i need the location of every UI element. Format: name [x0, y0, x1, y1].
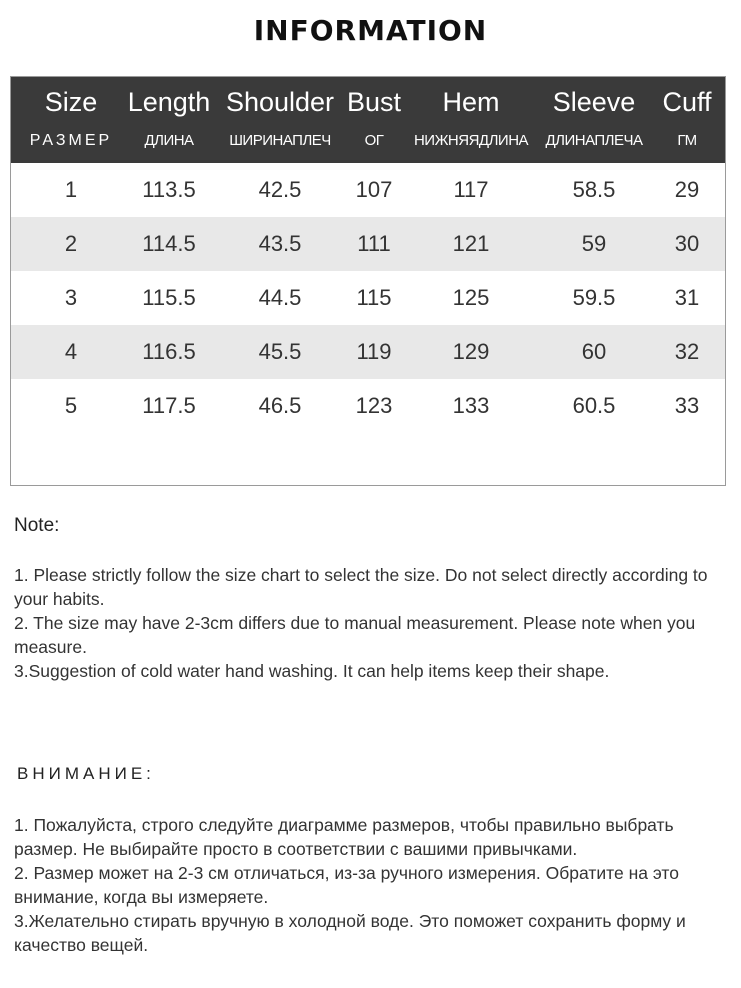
- cell-bust: 111: [357, 231, 391, 256]
- cell-size: 4: [64, 339, 78, 364]
- table-row: [11, 379, 725, 433]
- header-ru: НИЖНЯЯДЛИНА: [413, 132, 529, 149]
- header-cuff: [651, 77, 723, 163]
- size-chart-table: [10, 76, 726, 486]
- cell-cuff: 33: [674, 393, 700, 418]
- cell-cuff: 29: [674, 177, 700, 202]
- page-title: INFORMATION: [253, 14, 488, 47]
- cell-size: 3: [64, 285, 78, 310]
- header-sleeve: [539, 77, 649, 163]
- header-en: Size: [44, 87, 98, 117]
- header-en: Cuff: [662, 87, 712, 117]
- cell-shoulder: 43.5: [258, 231, 302, 256]
- cell-hem: 121: [452, 231, 490, 256]
- note-heading: Note:: [14, 515, 60, 536]
- ru-note-item: 1. Пожалуйста, строго следуйте диаграмме размеров, чтобы правильно выбрать размер. Не выбирайте просто в соответствии с вашими привычками.: [14, 815, 674, 859]
- cell-hem: 117: [453, 177, 489, 202]
- header-shoulder: [221, 77, 339, 163]
- header-en: Length: [127, 87, 211, 117]
- header-ru: ДЛИНА: [144, 132, 194, 149]
- table-row: [11, 217, 725, 271]
- ru-note-list: [14, 813, 729, 957]
- header-en: Shoulder: [225, 87, 335, 117]
- note-item: 3.Suggestion of cold water hand washing. It can help items keep their shape.: [14, 661, 610, 681]
- header-en: Hem: [442, 87, 500, 117]
- cell-hem: 125: [452, 285, 490, 310]
- cell-shoulder: 46.5: [258, 393, 302, 418]
- header-ru: РАЗМЕР: [29, 132, 113, 149]
- header-length: [119, 77, 219, 163]
- header-ru: ШИРИНАПЛЕЧ: [229, 132, 331, 149]
- cell-length: 115.5: [142, 285, 196, 310]
- cell-shoulder: 44.5: [258, 285, 302, 310]
- header-en: Sleeve: [552, 87, 636, 117]
- cell-shoulder: 45.5: [258, 339, 302, 364]
- cell-bust: 115: [356, 285, 392, 310]
- cell-sleeve: 58.5: [572, 177, 616, 202]
- table-row: [11, 271, 725, 325]
- note-item: 2. The size may have 2-3cm differs due to manual measurement. Please note when you measure.: [14, 613, 696, 657]
- cell-length: 113.5: [142, 177, 196, 202]
- cell-length: 117.5: [142, 393, 196, 418]
- cell-cuff: 30: [674, 231, 700, 256]
- header-ru: ГМ: [677, 132, 697, 149]
- table-header: [11, 77, 725, 163]
- cell-hem: 129: [452, 339, 490, 364]
- header-ru: ДЛИНАПЛЕЧА: [545, 132, 643, 149]
- cell-sleeve: 60: [581, 339, 607, 364]
- cell-cuff: 31: [674, 285, 700, 310]
- header-en: Bust: [346, 87, 402, 117]
- cell-sleeve: 59.5: [572, 285, 616, 310]
- cell-length: 114.5: [142, 231, 196, 256]
- note-list: [14, 563, 714, 683]
- ru-note-heading: ВНИМАНИЕ:: [17, 764, 155, 783]
- cell-sleeve: 59: [581, 231, 607, 256]
- cell-size: 1: [64, 177, 78, 202]
- note-item: 1. Please strictly follow the size chart to select the size. Do not select directly according to your habits.: [14, 565, 708, 609]
- cell-size: 5: [64, 393, 78, 418]
- header-bust: [341, 77, 407, 163]
- header-ru: ОГ: [364, 132, 384, 149]
- table-row: [11, 163, 725, 217]
- cell-bust: 107: [355, 177, 393, 202]
- header-hem: [409, 77, 533, 163]
- header-size: [11, 77, 131, 163]
- cell-bust: 119: [356, 339, 392, 364]
- cell-sleeve: 60.5: [572, 393, 616, 418]
- ru-note-item: 3.Желательно стирать вручную в холодной воде. Это поможет сохранить форму и качество вещей.: [14, 911, 686, 955]
- cell-hem: 133: [452, 393, 490, 418]
- ru-note-item: 2. Размер может на 2-3 см отличаться, из-за ручного измерения. Обратите на это внимание, когда вы измеряете.: [14, 863, 679, 907]
- cell-bust: 123: [355, 393, 393, 418]
- cell-cuff: 32: [674, 339, 700, 364]
- cell-size: 2: [64, 231, 78, 256]
- cell-shoulder: 42.5: [258, 177, 302, 202]
- table-row: [11, 325, 725, 379]
- cell-length: 116.5: [142, 339, 196, 364]
